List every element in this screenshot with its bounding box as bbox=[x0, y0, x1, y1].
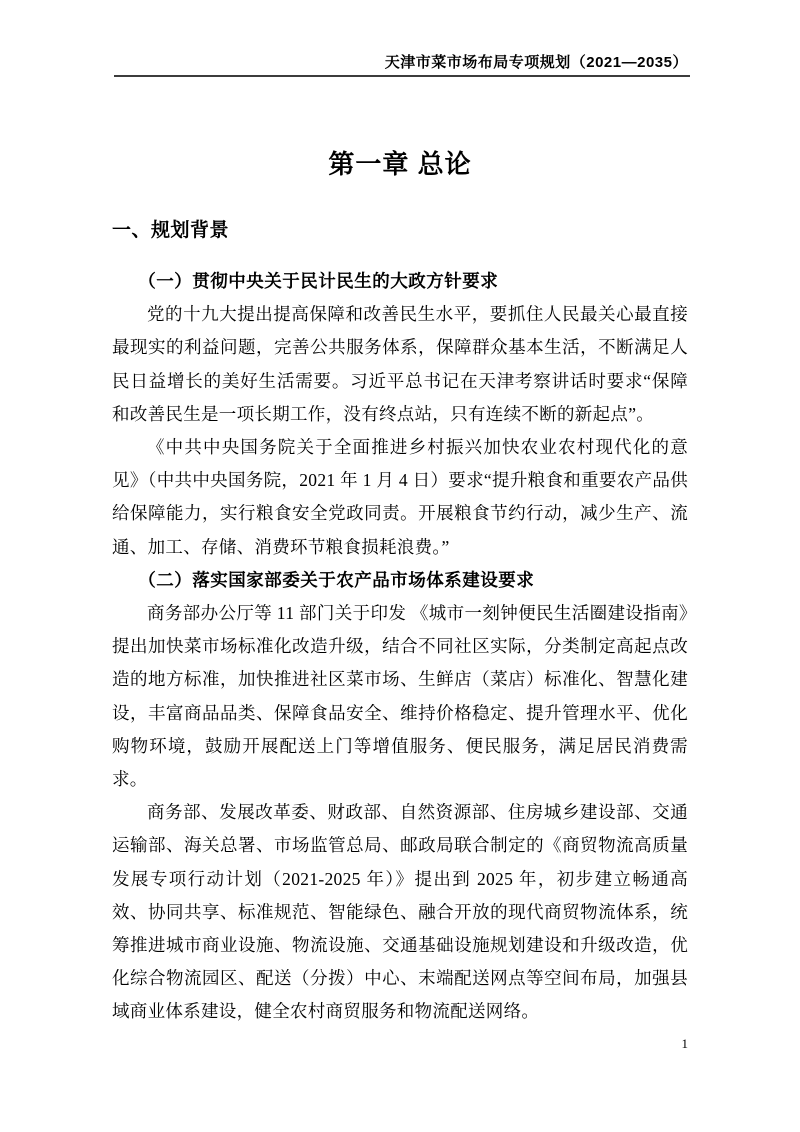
subsection-1-paragraph-1: 党的十九大提出提高保障和改善民生水平，要抓住人民最关心最直接最现实的利益问题，完善公共服务体系，保障群众基本生活，不断满足人民日益增长的美好生活需要。习近平总书记在天津考察讲话时要求“保障和改善民生是一项长期工作，没有终点站，只有连续不断的新起点”。 bbox=[112, 304, 688, 424]
page-header-title: 天津市菜市场布局专项规划（2021—2035） bbox=[384, 54, 688, 71]
subsection-1-paragraph-2: 《中共中央国务院关于全面推进乡村振兴加快农业农村现代化的意见》（中共中央国务院，2021 年 1 月 4 日）要求“提升粮食和重要农产品供给保障能力，实行粮食安全党政同责。开展粮食节约行动，减少生产、流通、加工、存储、消费环节粮食损耗浪费。” bbox=[112, 437, 688, 557]
chapter-title: 第一章 总论 bbox=[328, 149, 472, 179]
subsection-2-paragraph-2: 商务部、发展改革委、财政部、自然资源部、住房城乡建设部、交通运输部、海关总署、市场监管总局、邮政局联合制定的《商贸物流高质量发展专项行动计划（2021-2025 年）》提出到 2025 年，初步建立畅通高效、协同共享、标准规范、智能绿色、融合开放的现代商贸物流体系，统筹推进城市商业设施、物流设施、交通基础设施规划建设和升级改造，优化综合物流园区、配送（分拨）中心、末端配送网点等空间布局，加强县域商业体系建设，健全农村商贸服务和物流配送网络。 bbox=[112, 802, 688, 1022]
body-text bbox=[112, 265, 688, 1029]
subsection-2-paragraph-1: 商务部办公厅等 11 部门关于印发 《城市一刻钟便民生活圈建设指南》提出加快菜市场标准化改造升级，结合不同社区实际，分类制定高起点改造的地方标准，加快推进社区菜市场、生鲜店（菜店）标准化、智慧化建设，丰富商品品类、保障食品安全、维持价格稳定、提升管理水平、优化购物环境，鼓励开展配送上门等增值服务、便民服务，满足居民消费需求。 bbox=[112, 603, 688, 790]
document-content bbox=[112, 0, 688, 1029]
page-number: 1 bbox=[681, 1036, 688, 1051]
section-title: 一、规划背景 bbox=[112, 220, 230, 241]
subsection-2-heading: （二）落实国家部委关于农产品市场体系建设要求 bbox=[138, 569, 535, 590]
subsection-1-heading: （一）贯彻中央关于民计民生的大政方针要求 bbox=[138, 271, 499, 291]
